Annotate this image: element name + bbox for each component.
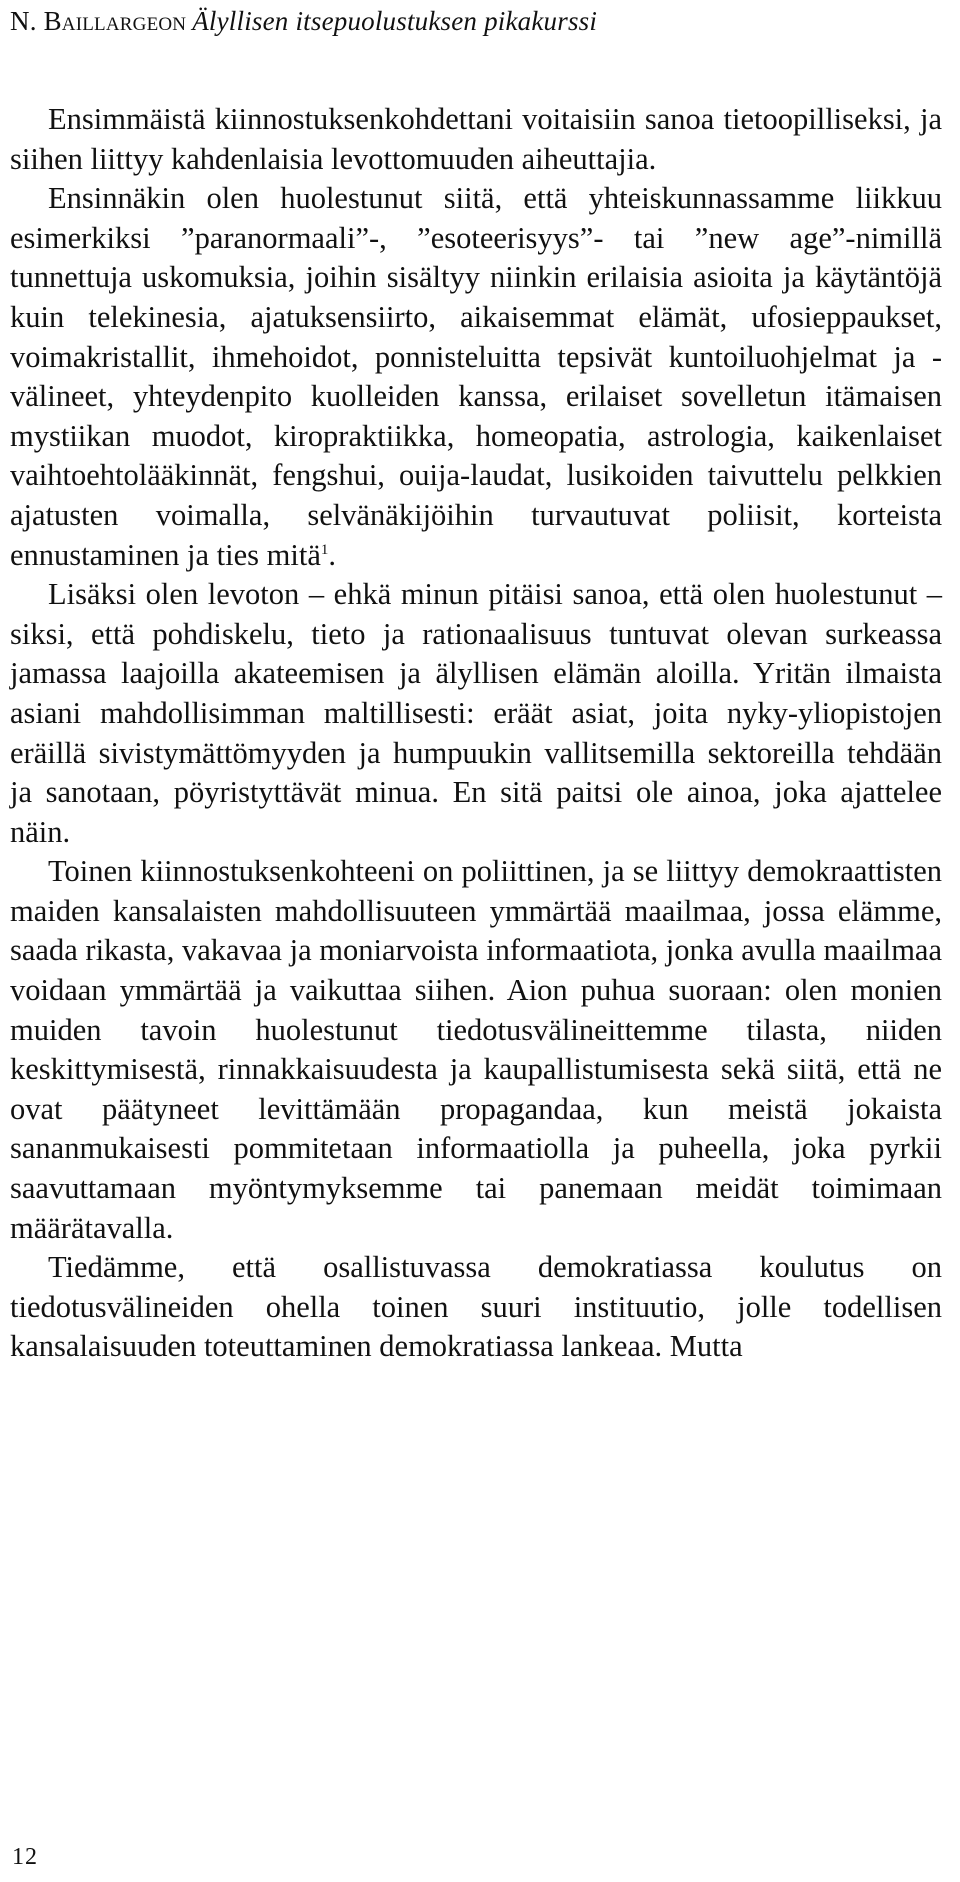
paragraph-2-end: . — [328, 537, 336, 572]
page-number: 12 — [12, 1844, 38, 1870]
running-head-author: N. Baillargeon — [10, 6, 187, 36]
paragraph-2-text: Ensinnäkin olen huolestunut siitä, että yhteiskunnassamme liikkuu esimerkiksi ”paranormaali”-, ”esoteerisyys”- tai ”new age”-nimillä tunnettuja uskomuksia, joihin sisältyy niinkin erilaisia asioita ja käytäntöjä kuin telekinesia, ajatuksensiirto, aikaisemmat elämät, ufosieppaukset, voimakristallit, ihmehoidot, ponnisteluitta tepsivät kuntoiluohjelmat ja -välineet, yhteydenpito kuolleiden kanssa, erilaiset sovelletun itämaisen mystiikan muodot, kiropraktiikka, homeopatia, astrologia, kaikenlaiset vaihtoehtolääkinnät, fengshui, ouija-laudat, lusikoiden taivuttelu pelkkien ajatusten voimalla, selvänäkijöihin turvautuvat poliisit, korteista ennustaminen ja ties mitä — [10, 181, 942, 572]
paragraph-3-text: Lisäksi olen levoton – ehkä minun pitäisi sanoa, että olen huolestunut – siksi, että pohdiskelu, tieto ja rationaalisuus tuntuvat olevan surkeassa jamassa laajoilla akateemisen ja älyllisen elämän aloilla. Yritän ilmaista asiani mahdollisimman maltillisesti: eräät asiat, joita nyky-yliopistojen eräillä sivistymättömyyden ja humpuukin vallitsemilla sektoreilla tehdään ja sanotaan, pöyristyttävät minua. En sitä paitsi ole ainoa, joka ajattelee näin. — [10, 577, 942, 849]
paragraph-4 — [10, 852, 942, 1248]
paragraph-3 — [10, 575, 942, 852]
running-head — [10, 4, 597, 38]
running-head-title: Älyllisen itsepuolustuksen pikakurssi — [192, 6, 598, 36]
paragraph-5-text: Tiedämme, että osallistuvassa demokratiassa koulutus on tiedotusvälineiden ohella toinen suuri instituutio, jolle todellisen kansalaisuuden toteuttaminen demokratiassa lankeaa. Mutta — [10, 1250, 942, 1364]
paragraph-1 — [10, 100, 942, 179]
paragraph-1-text: Ensimmäistä kiinnostuksenkohdettani voitaisiin sanoa tietoopilliseksi, ja siihen liittyy kahdenlaisia levottomuuden aiheuttajia. — [10, 102, 942, 176]
paragraph-4-text: Toinen kiinnostuksenkohteeni on poliittinen, ja se liittyy demokraattisten maiden kansalaisten mahdollisuuteen ymmärtää maailmaa, jossa elämme, saada rikasta, vakavaa ja moniarvoista informaatiota, jonka avulla maailmaa voidaan ymmärtää ja vaikuttaa siihen. Aion puhua suoraan: olen monien muiden tavoin huolestunut tiedotusvälineittemme tilasta, niiden keskittymisestä, rinnakkaisuudesta ja kaupallistumisesta sekä siitä, että ne ovat päätyneet levittämään propagandaa, kun meistä jokaista sananmukaisesti pommitetaan informaatiolla ja puheella, joka pyrkii saavuttamaan myöntymyksemme tai panemaan meidät toimimaan määrätavalla. — [10, 854, 942, 1245]
footnote-reference: 1 — [320, 541, 329, 558]
paragraph-5 — [10, 1248, 942, 1367]
paragraph-2 — [10, 179, 942, 575]
body-text — [10, 100, 942, 1367]
